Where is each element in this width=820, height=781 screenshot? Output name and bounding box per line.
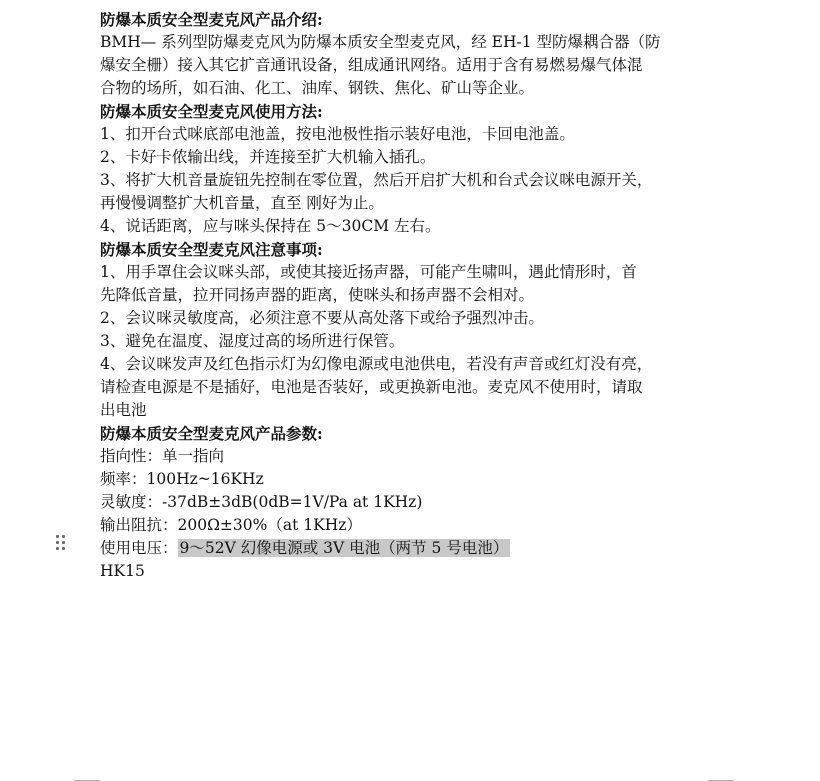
paragraph bbox=[100, 123, 720, 146]
paragraph-line: 爆安全栅）接入其它扩音通讯设备，组成通讯网络。适用于含有易燃易爆气体混 bbox=[100, 56, 643, 74]
paragraph bbox=[100, 261, 720, 307]
paragraph-line: 1、用手罩住会议咪头部，或使其接近扬声器，可能产生啸叫，遇此情形时，首 bbox=[100, 263, 637, 281]
paragraph bbox=[100, 491, 720, 514]
paragraph-line: 指向性：单一指向 bbox=[100, 447, 225, 465]
paragraph bbox=[100, 353, 720, 422]
paragraph-drag-handle-icon[interactable] bbox=[56, 535, 68, 551]
paragraph bbox=[100, 514, 720, 537]
paragraph-line: 出电池 bbox=[100, 401, 147, 419]
selected-text[interactable]: 9～52V 幻像电源或 3V 电池（两节 5 号电池） bbox=[179, 539, 509, 557]
paragraph-line: 输出阻抗：200Ω±30%（at 1KHz） bbox=[100, 516, 362, 534]
paragraph-line: HK15 bbox=[100, 562, 145, 580]
paragraph-line: 先降低音量，拉开同扬声器的距离，使咪头和扬声器不会相对。 bbox=[100, 286, 535, 304]
param-label: 使用电压： bbox=[100, 539, 178, 557]
section-heading: 防爆本质安全型麦克风使用方法: bbox=[100, 102, 323, 121]
paragraph-line: 2、会议咪灵敏度高，必须注意不要从高处落下或给予强烈冲击。 bbox=[100, 309, 544, 327]
section-heading: 防爆本质安全型麦克风注意事项: bbox=[100, 240, 323, 259]
paragraph-line: BMH— 系列型防爆麦克风为防爆本质安全型麦克风，经 EH-1 型防爆耦合器（防 bbox=[100, 33, 661, 51]
paragraph-line: 2、卡好卡侬输出线，并连接至扩大机输入插孔。 bbox=[100, 148, 436, 166]
section-heading: 防爆本质安全型麦克风产品参数: bbox=[100, 424, 323, 443]
paragraph-line: 频率：100Hz~16KHz bbox=[100, 470, 264, 488]
document-body[interactable] bbox=[100, 8, 720, 583]
paragraph-line: 灵敏度：-37dB±3dB(0dB=1V/Pa at 1KHz) bbox=[100, 493, 423, 511]
section-heading: 防爆本质安全型麦克风产品介绍: bbox=[100, 10, 323, 29]
paragraph-line: 请检查电源是不是插好，电池是否装好，或更换新电池。麦克风不使用时，请取 bbox=[100, 378, 643, 396]
paragraph-line: 3、将扩大机音量旋钮先控制在零位置，然后开启扩大机和台式会议咪电源开关， bbox=[100, 171, 653, 189]
paragraph bbox=[100, 31, 720, 100]
paragraph bbox=[100, 146, 720, 169]
paragraph-line: 合物的场所，如石油、化工、油库、钢铁、焦化、矿山等企业。 bbox=[100, 79, 535, 97]
paragraph-voltage bbox=[100, 537, 720, 560]
paragraph-line: 4、说话距离，应与咪头保持在 5～30CM 左右。 bbox=[100, 217, 441, 235]
paragraph-line: 4、会议咪发声及红色指示灯为幻像电源或电池供电，若没有声音或红灯没有亮， bbox=[100, 355, 653, 373]
paragraph bbox=[100, 445, 720, 468]
paragraph bbox=[100, 307, 720, 330]
paragraph-line: 再慢慢调整扩大机音量，直至 刚好为止。 bbox=[100, 194, 384, 212]
paragraph bbox=[100, 330, 720, 353]
paragraph bbox=[100, 215, 720, 238]
paragraph-line: 1、扣开台式咪底部电池盖，按电池极性指示装好电池，卡回电池盖。 bbox=[100, 125, 575, 143]
paragraph bbox=[100, 468, 720, 491]
paragraph bbox=[100, 169, 720, 215]
paragraph bbox=[100, 560, 720, 583]
paragraph-line: 3、避免在温度、湿度过高的场所进行保管。 bbox=[100, 332, 405, 350]
